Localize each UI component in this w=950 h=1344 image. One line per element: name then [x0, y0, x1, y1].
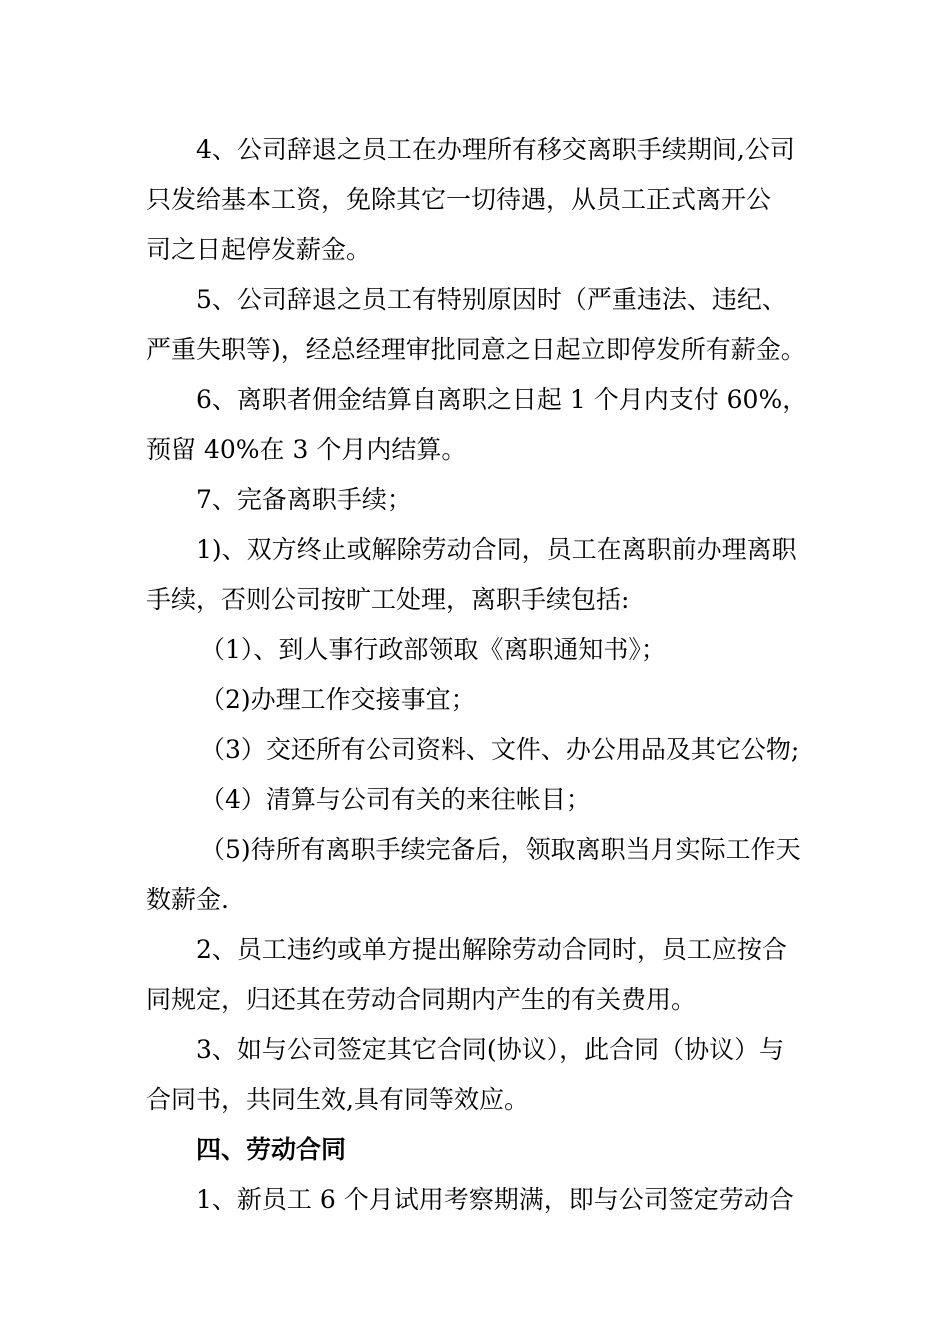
- item-1-line-2: 手续，否则公司按旷工处理，离职手续包括:: [146, 585, 630, 614]
- subitem-2: （2)办理工作交接事宜；: [200, 685, 476, 714]
- clause-3-line-2: 合同书，共同生效,具有同等效应。: [146, 1085, 529, 1114]
- contract-clause-1-line-1: 1、新员工 6 个月试用考察期满，即与公司签定劳动合: [196, 1185, 794, 1214]
- item-1-line-1: 1)、双方终止或解除劳动合同，员工在离职前办理离职: [196, 535, 797, 564]
- paragraph-6-line-2: 预留 40%在 3 个月内结算。: [146, 435, 467, 464]
- subitem-4: （4）清算与公司有关的来往帐目；: [200, 785, 591, 814]
- clause-2-line-1: 2、员工违约或单方提出解除劳动合同时，员工应按合: [196, 935, 787, 964]
- section-heading-labor-contract: 四、劳动合同: [196, 1135, 347, 1164]
- paragraph-4-line-1: 4、公司辞退之员工在办理所有移交离职手续期间,公司: [196, 135, 795, 164]
- paragraph-7-line-1: 7、完备离职手续；: [196, 485, 412, 514]
- subitem-3: （3）交还所有公司资料、文件、办公用品及其它公物;: [200, 735, 800, 764]
- clause-2-line-2: 同规定，归还其在劳动合同期内产生的有关费用。: [146, 985, 697, 1014]
- paragraph-4-line-2: 只发给基本工资，免除其它一切待遇，从员工正式离开公: [146, 185, 772, 214]
- subitem-5-line-2: 数薪金.: [146, 885, 229, 914]
- paragraph-4-line-3: 司之日起停发薪金。: [146, 235, 372, 264]
- paragraph-5-line-1: 5、公司辞退之员工有特别原因时（严重违法、违纪、: [196, 285, 787, 314]
- clause-3-line-1: 3、如与公司签定其它合同(协议），此合同（协议）与: [196, 1035, 785, 1064]
- paragraph-6-line-1: 6、离职者佣金结算自离职之日起 1 个月内支付 60%，: [196, 385, 808, 414]
- subitem-5-line-1: （5)待所有离职手续完备后，领取离职当月实际工作天: [200, 835, 801, 864]
- subitem-1: （1）、到人事行政部领取《离职通知书》；: [200, 635, 666, 664]
- paragraph-5-line-2: 严重失职等)，经总经理审批同意之日起立即停发所有薪金。: [146, 335, 806, 364]
